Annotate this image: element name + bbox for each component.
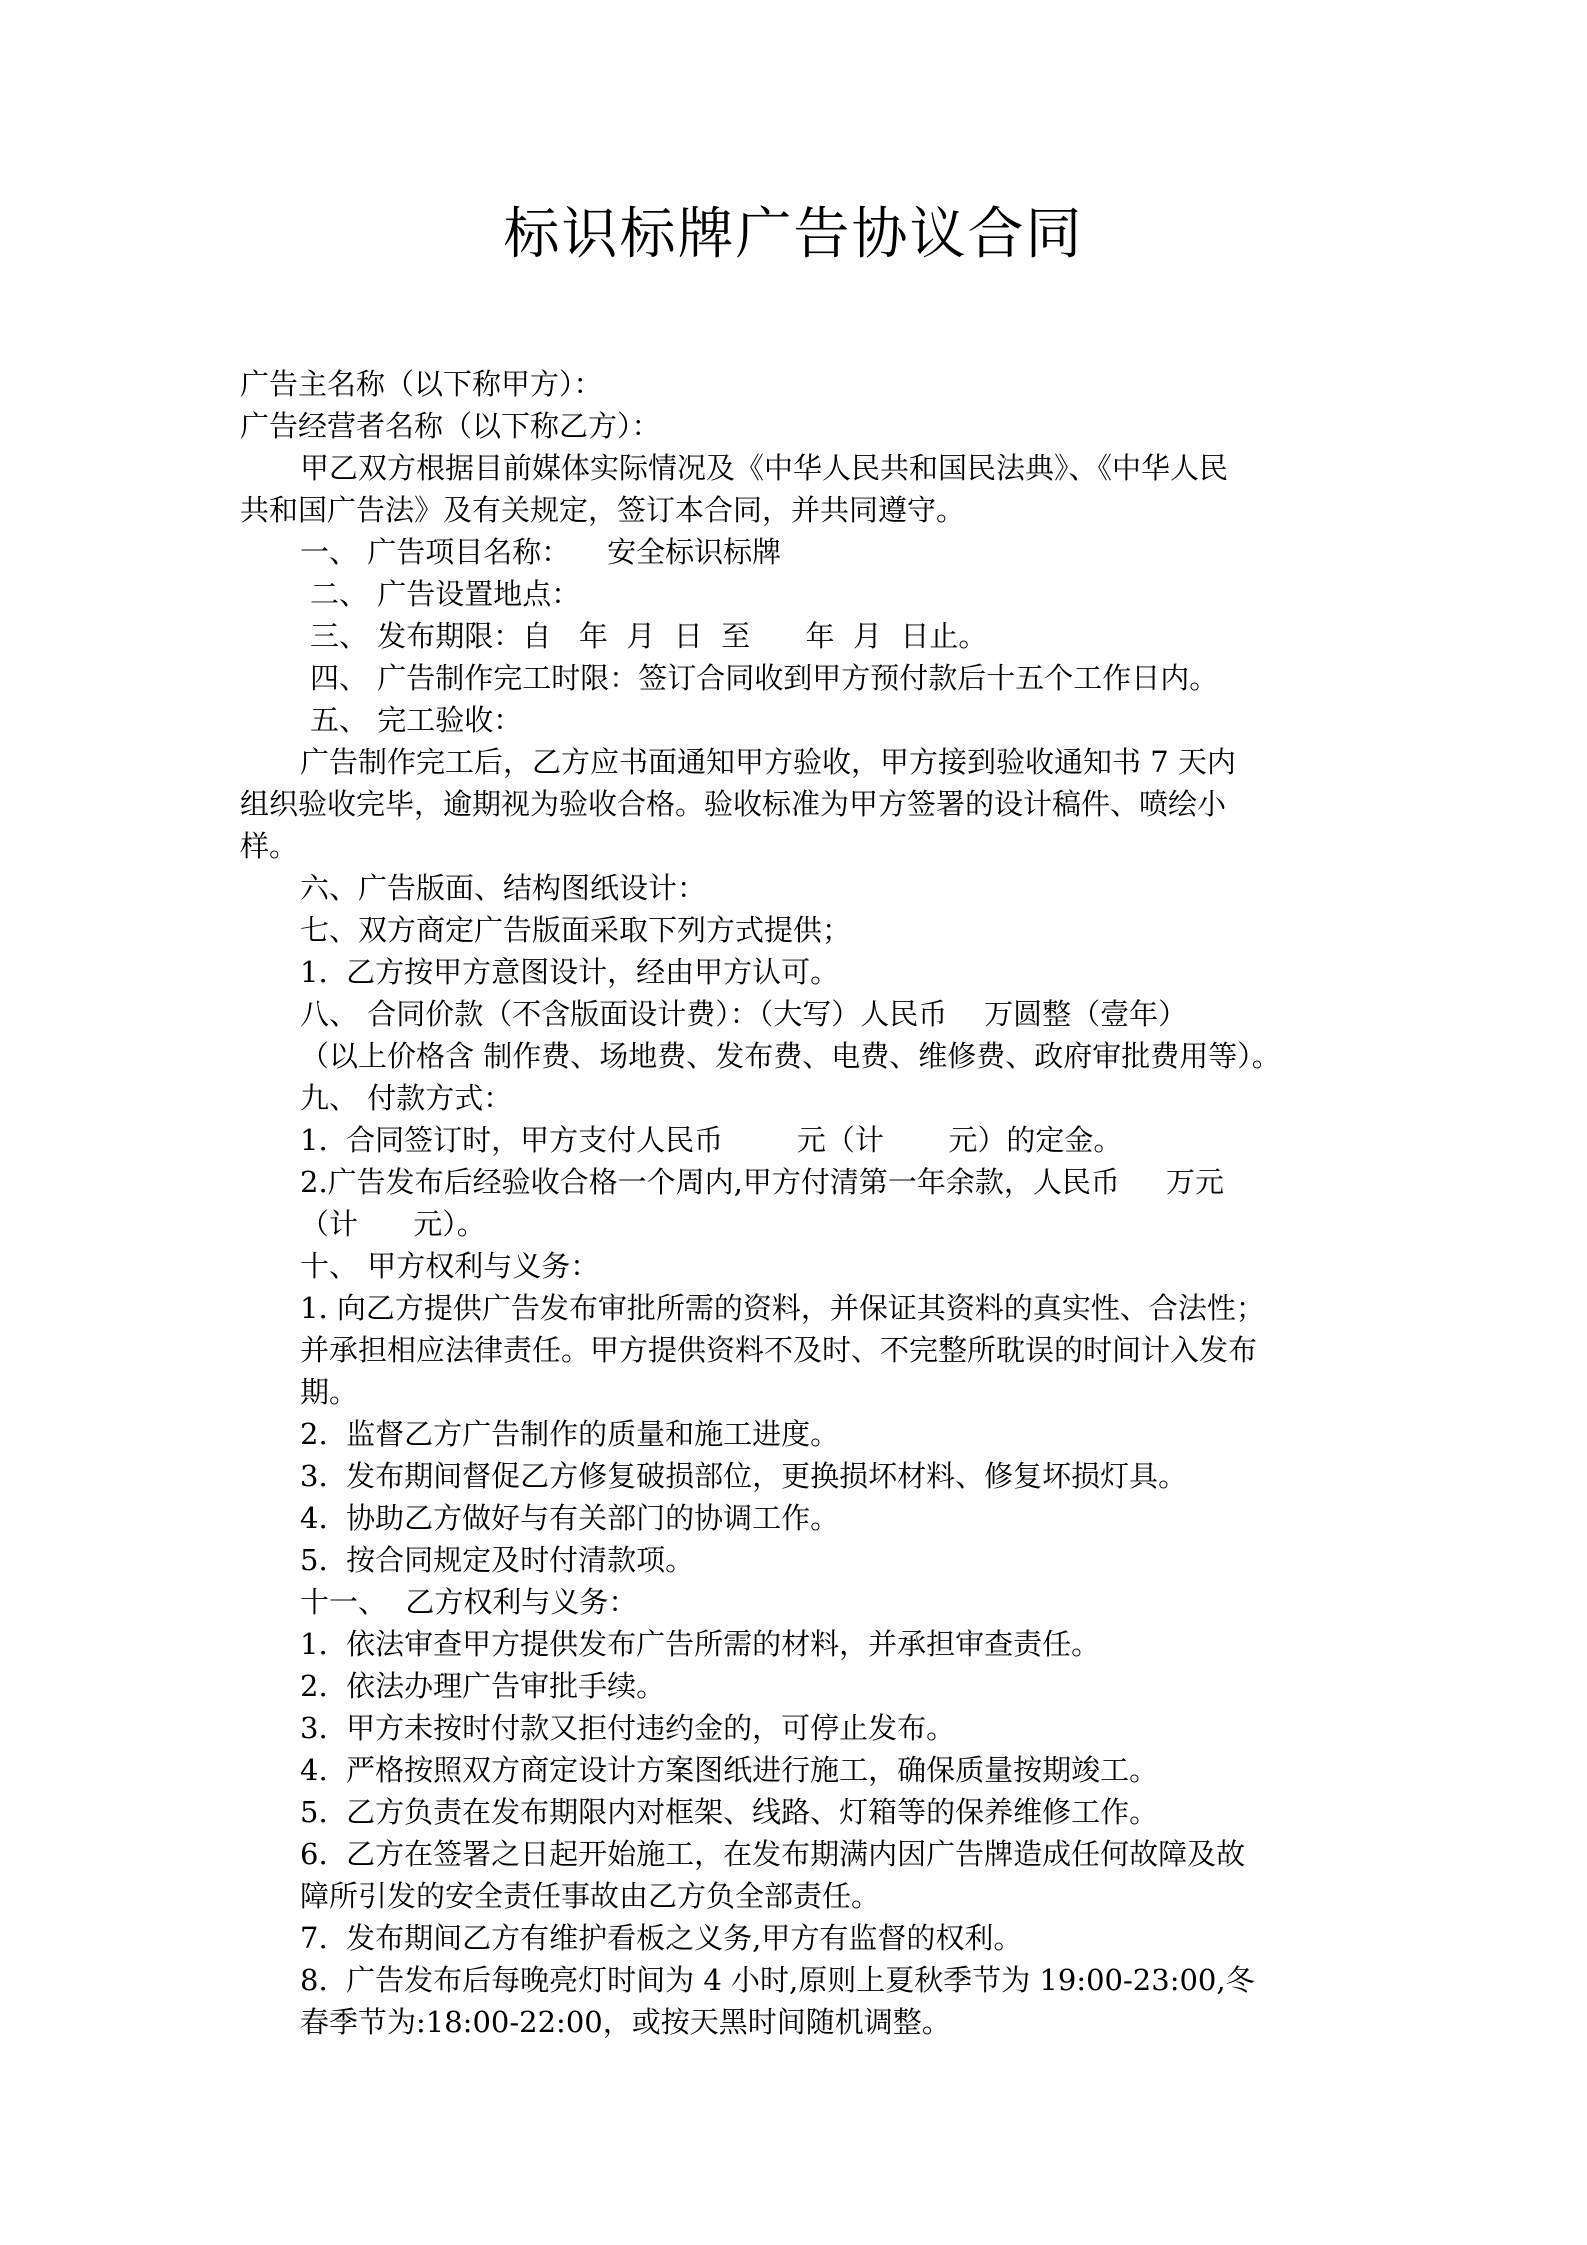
paragraph-line: （以上价格含 制作费、场地费、发布费、电费、维修费、政府审批费用等）。 bbox=[300, 1039, 1281, 1073]
paragraph-line: 3. 甲方未按时付款又拒付违约金的，可停止发布。 bbox=[300, 1711, 956, 1745]
paragraph-line: 十、 甲方权利与义务： bbox=[300, 1249, 600, 1283]
paragraph-line: 五、 完工验收： bbox=[310, 703, 523, 737]
paragraph-line: 八、 合同价款（不含版面设计费）：（大写）人民币 万圆整（壹年） bbox=[300, 997, 1188, 1031]
paragraph-line: 六、广告版面、结构图纸设计： bbox=[300, 871, 707, 905]
paragraph-line: 十一、 乙方权利与义务： bbox=[300, 1585, 638, 1619]
paragraph-line: 障所引发的安全责任事故由乙方负全部责任。 bbox=[300, 1879, 881, 1913]
paragraph-line: 1. 乙方按甲方意图设计，经由甲方认可。 bbox=[300, 955, 840, 989]
paragraph-line: （计 元）。 bbox=[300, 1207, 486, 1241]
paragraph-line: 4. 协助乙方做好与有关部门的协调工作。 bbox=[300, 1501, 840, 1535]
paragraph-line: 7. 发布期间乙方有维护看板之义务,甲方有监督的权利。 bbox=[300, 1921, 1023, 1955]
paragraph-line: 2.广告发布后经验收合格一个周内,甲方付清第一年余款，人民币 万元 bbox=[300, 1165, 1224, 1199]
paragraph-line: 5. 按合同规定及时付清款项。 bbox=[300, 1543, 695, 1577]
paragraph-line: 5. 乙方负责在发布期限内对框架、线路、灯箱等的保养维修工作。 bbox=[300, 1795, 1159, 1829]
paragraph-line: 1. 向乙方提供广告发布审批所需的资料，并保证其资料的真实性、合法性； bbox=[300, 1291, 1265, 1325]
paragraph-line: 共和国广告法》及有关规定，签订本合同，并共同遵守。 bbox=[240, 493, 966, 527]
paragraph-line: 组织验收完毕，逾期视为验收合格。验收标准为甲方签署的设计稿件、喷绘小 bbox=[240, 787, 1227, 821]
paragraph-line: 2. 监督乙方广告制作的质量和施工进度。 bbox=[300, 1417, 840, 1451]
paragraph-line: 2. 依法办理广告审批手续。 bbox=[300, 1669, 666, 1703]
paragraph-line: 广告主名称（以下称甲方）： bbox=[240, 367, 603, 401]
paragraph-line: 1. 合同签订时，甲方支付人民币 元（计 元）的定金。 bbox=[300, 1123, 1123, 1157]
paragraph-line: 广告经营者名称（以下称乙方）： bbox=[240, 409, 661, 443]
paragraph-line: 甲乙双方根据目前媒体实际情况及《中华人民共和国民法典》、《中华人民 bbox=[300, 451, 1229, 485]
paragraph-line: 4. 严格按照双方商定设计方案图纸进行施工，确保质量按期竣工。 bbox=[300, 1753, 1159, 1787]
paragraph-line: 春季节为:18:00-22:00，或按天黑时间随机调整。 bbox=[300, 2005, 951, 2039]
paragraph-line: 3. 发布期间督促乙方修复破损部位，更换损坏材料、修复坏损灯具。 bbox=[300, 1459, 1188, 1493]
paragraph-line: 样。 bbox=[240, 829, 299, 863]
paragraph-line: 8. 广告发布后每晚亮灯时间为 4 小时,原则上夏秋季节为 19:00-23:00,冬 bbox=[300, 1963, 1255, 1997]
paragraph-line: 6. 乙方在签署之日起开始施工，在发布期满内因广告牌造成任何故障及故 bbox=[300, 1837, 1246, 1871]
paragraph-line: 期。 bbox=[300, 1375, 359, 1409]
paragraph-line: 二、 广告设置地点： bbox=[310, 577, 581, 611]
paragraph-line: 三、 发布期限：自 年 月 日 至 年 月 日止。 bbox=[310, 619, 988, 653]
paragraph-line: 1. 依法审查甲方提供发布广告所需的材料，并承担审查责任。 bbox=[300, 1627, 1101, 1661]
paragraph-line: 四、 广告制作完工时限：签订合同收到甲方预付款后十五个工作日内。 bbox=[310, 661, 1219, 695]
paragraph-line: 七、双方商定广告版面采取下列方式提供； bbox=[300, 913, 852, 947]
document-title: 标识标牌广告协议合同 bbox=[503, 202, 1084, 267]
paragraph-line: 九、 付款方式： bbox=[300, 1081, 513, 1115]
paragraph-line: 并承担相应法律责任。甲方提供资料不及时、不完整所耽误的时间计入发布 bbox=[300, 1333, 1258, 1367]
paragraph-line: 一、 广告项目名称： 安全标识标牌 bbox=[300, 535, 782, 569]
paragraph-line: 广告制作完工后，乙方应书面通知甲方验收，甲方接到验收通知书 7 天内 bbox=[300, 745, 1236, 779]
